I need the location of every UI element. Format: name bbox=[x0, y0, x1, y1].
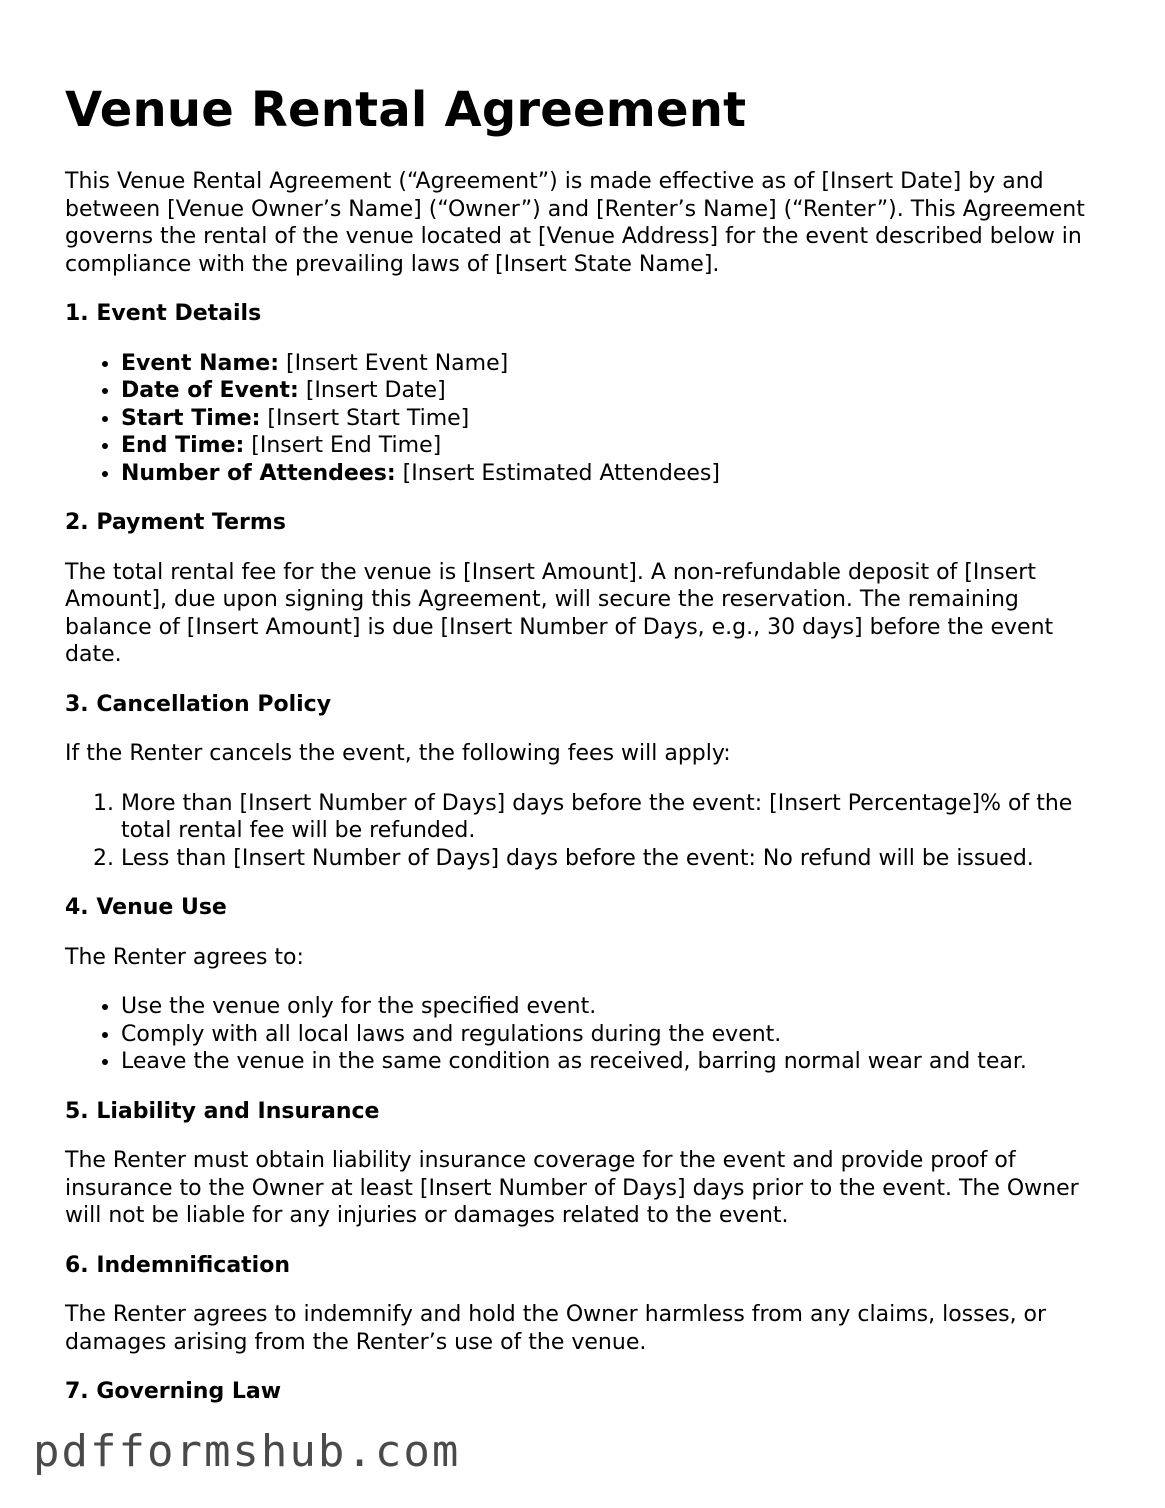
item-value: [Insert Date] bbox=[298, 378, 446, 403]
item-value: [Insert End Time] bbox=[244, 433, 442, 458]
section-heading-liability: 5. Liability and Insurance bbox=[65, 1098, 380, 1124]
cancellation-paragraph: If the Renter cancels the event, the following fees will apply: bbox=[65, 741, 731, 766]
watermark-logo: pdfformshub.com bbox=[33, 1426, 461, 1477]
section-heading-cancellation: 3. Cancellation Policy bbox=[65, 691, 332, 717]
section-heading-event-details: 1. Event Details bbox=[65, 301, 262, 326]
venue-use-list bbox=[65, 993, 1105, 1076]
section-heading-governing-law: 7. Governing Law bbox=[65, 1379, 282, 1404]
item-label: Number of Attendees: bbox=[121, 460, 396, 486]
list-item: • Comply with all local laws and regulations during the event. bbox=[121, 1021, 1105, 1049]
list-item bbox=[121, 432, 1105, 460]
list-item: 1. More than [Insert Number of Days] days before the event: [Insert Percentage]% of the total rental fee will be refunded. bbox=[121, 790, 1105, 845]
section-heading-payment-terms: 2. Payment Terms bbox=[65, 510, 286, 535]
item-value: [Insert Estimated Attendees] bbox=[395, 460, 720, 486]
list-item: • Use the venue only for the specified event. bbox=[121, 993, 1105, 1021]
list-item bbox=[121, 405, 1105, 433]
event-details-list bbox=[65, 350, 1105, 488]
item-label: End Time: bbox=[121, 433, 245, 458]
indemnification-paragraph: The Renter agrees to indemnify and hold the Owner harmless from any claims, losses, or damages arising from the Renter’s use of the venue. bbox=[65, 1302, 1047, 1355]
item-value: [Insert Start Time] bbox=[260, 405, 470, 431]
item-label: Event Name: bbox=[121, 350, 280, 376]
list-item bbox=[121, 377, 1105, 405]
cancellation-list bbox=[65, 790, 1105, 873]
document-title: Venue Rental Agreement bbox=[65, 82, 747, 138]
item-label: Start Time: bbox=[121, 405, 261, 431]
list-item: • Leave the venue in the same condition as received, barring normal wear and tear. bbox=[121, 1048, 1105, 1076]
item-value: [Insert Event Name] bbox=[279, 350, 509, 376]
list-item: 2. Less than [Insert Number of Days] days before the event: No refund will be issued. bbox=[121, 845, 1105, 873]
item-label: Date of Event: bbox=[121, 378, 299, 403]
section-heading-indemnification: 6. Indemnification bbox=[65, 1252, 290, 1278]
list-item bbox=[121, 350, 1105, 378]
venue-use-paragraph: The Renter agrees to: bbox=[65, 944, 304, 970]
section-heading-venue-use: 4. Venue Use bbox=[65, 895, 227, 920]
document-page bbox=[65, 0, 1105, 1428]
intro-paragraph: This Venue Rental Agreement (“Agreement”) is made effective as of [Insert Date] by and between [Venue Owner’s Name] (“Owner”) and [Renter’s Name] (“Renter”). This Agreement governs the rental of the venue located at [Venue Address] for the event described below in compliance with the prevailing laws of [Insert State Name]. bbox=[65, 169, 1085, 277]
list-item bbox=[121, 460, 1105, 488]
liability-paragraph: The Renter must obtain liability insurance coverage for the event and provide proof of insurance to the Owner at least [Insert Number of Days] days prior to the event. The Owner will not be liable for any injuries or damages related to the event. bbox=[65, 1148, 1079, 1228]
payment-terms-paragraph: The total rental fee for the venue is [Insert Amount]. A non-refundable deposit of [Insert Amount], due upon signing this Agreement, will secure the reservation. The remaining balance of [Insert Amount] is due [Insert Number of Days, e.g., 30 days] before the event date. bbox=[65, 559, 1054, 667]
